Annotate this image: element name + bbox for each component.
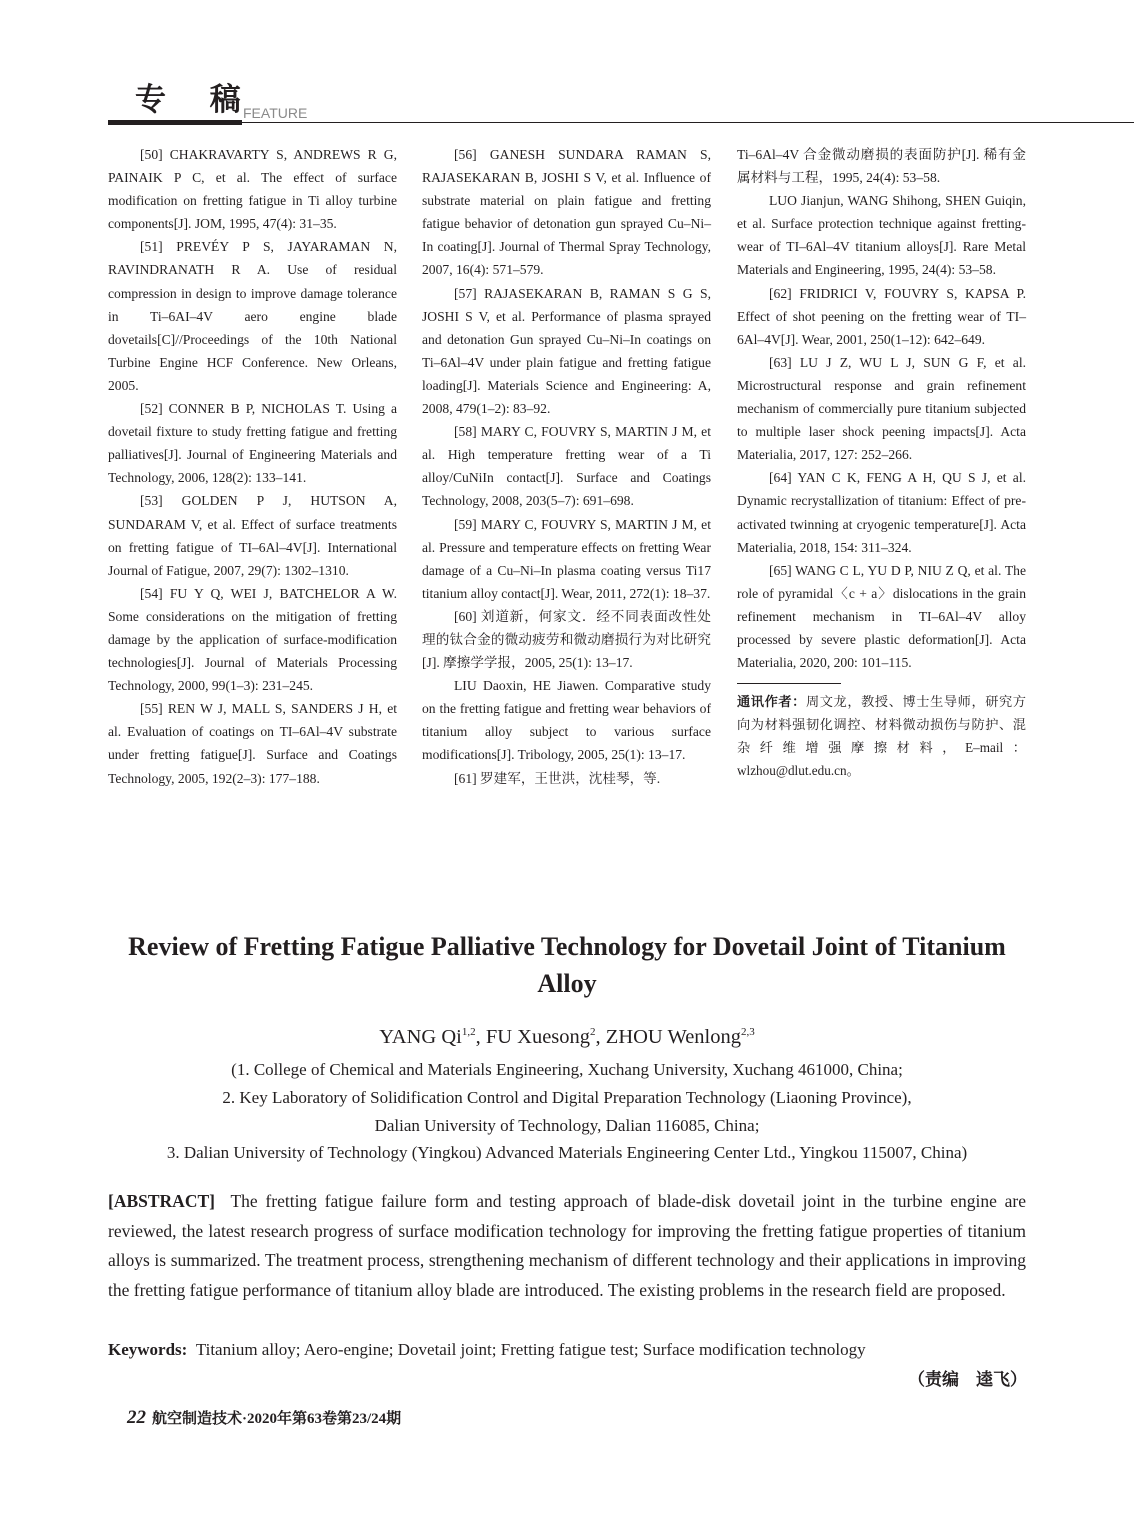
reference-item: [50] CHAKRAVARTY S, ANDREWS R G, PAINAIK P C, et al. The effect of surface modification on fretting fatigue in Ti alloy turbine components[J]. JOM, 1995, 47(4): 31–35. — [108, 147, 397, 232]
reference-item: [60] 刘道新，何家文．经不同表面改性处理的钛合金的微动疲劳和微动磨损行为对比研究[J]. 摩擦学学报，2005, 25(1): 13–17. — [422, 608, 711, 671]
reference-item: [61] 罗建军，王世洪，沈桂琴，等. — [454, 770, 661, 786]
reference-translation: LUO Jianjun, WANG Shihong, SHEN Guiqin, et al. Surface protection technique against fretting-wear of TI–6Al–4V titanium alloys[J]. Rare Metal Materials and Engineering, 1995, 24(4): 53–58. — [737, 193, 1026, 278]
keywords-text: Titanium alloy; Aero-engine; Dovetail joint; Fretting fatigue test; Surface modification technology — [195, 1340, 866, 1359]
reference-column-2 — [422, 143, 711, 790]
reference-continuation: Ti–6Al–4V 合金微动磨损的表面防护[J]. 稀有金属材料与工程，1995, 24(4): 53–58. — [737, 147, 1026, 186]
section-title: 专 稿 — [135, 82, 259, 117]
affiliation-line: (1. College of Chemical and Materials Engineering, Xuchang University, Xuchang 461000, China; — [231, 1060, 903, 1079]
reference-column-1 — [108, 143, 397, 790]
author-affiliation-mark: 2,3 — [741, 1026, 755, 1039]
abstract-label: [ABSTRACT] — [108, 1191, 215, 1211]
affiliation-line: Dalian University of Technology, Dalian 116085, China; — [374, 1115, 760, 1135]
reference-item: [53] GOLDEN P J, HUTSON A, SUNDARAM V, et al. Effect of surface treatments on fretting fatigue of TI–6Al–4V[J]. International Journal of Fatigue, 2007, 29(7): 1302–1310. — [108, 493, 397, 578]
editor-note: （责编 逵飞） — [908, 1370, 1027, 1389]
reference-item: [54] FU Y Q, WEI J, BATCHELOR A W. Some considerations on the mitigation of fretting damage by the application of surface-modification technologies[J]. Journal of Materials Processing Technology, 2000, 99(1–3): 231–245. — [108, 585, 397, 694]
author-affiliation-mark: 2 — [590, 1026, 596, 1039]
author-name: , FU Xuesong — [475, 1026, 591, 1048]
author-list — [108, 1022, 1026, 1052]
journal-info: 航空制造技术·2020年第63卷第23/24期 — [152, 1411, 402, 1427]
affiliation-line: 2. Key Laboratory of Solidification Control and Digital Preparation Technology (Liaoning Province), — [222, 1087, 912, 1107]
section-subtitle: FEATURE — [243, 105, 308, 121]
reference-item: [56] GANESH SUNDARA RAMAN S, RAJASEKARAN B, JOSHI S V, et al. Influence of substrate material on plain fatigue and fretting fatigue behavior of detonation gun sprayed Cu–Ni–In coating[J]. Journal of Thermal Spray Technology, 2007, 16(4): 571–579. — [422, 147, 711, 278]
header-rule-thick — [108, 120, 242, 125]
reference-item: [64] YAN C K, FENG A H, QU S J, et al. Dynamic recrystallization of titanium: Effect of pre-activated twinning at cryogenic temperature[J]. Acta Materialia, 2018, 154: 311–324. — [737, 470, 1026, 555]
reference-item: [57] RAJASEKARAN B, RAMAN S G S, JOSHI S V, et al. Performance of plasma sprayed and detonation Gun sprayed Cu–Ni–In coatings on Ti–6Al–4V under plain fatigue and fretting fatigue loading[J]. Materials Science and Engineering: A, 2008, 479(1–2): 83–92. — [422, 285, 711, 417]
author-name: , ZHOU Wenlong — [595, 1026, 741, 1048]
affiliations — [108, 1056, 1026, 1167]
note-label: 通讯作者： — [737, 694, 806, 710]
author-name: YANG Qi — [379, 1026, 462, 1048]
keywords-label: Keywords: — [108, 1340, 188, 1359]
footnote-rule — [737, 683, 841, 684]
reference-item: [62] FRIDRICI V, FOUVRY S, KAPSA P. Effect of shot peening on the fretting wear of TI–6Al–4V[J]. Wear, 2001, 250(1–12): 642–649. — [737, 285, 1026, 347]
abstract — [108, 1187, 1026, 1305]
corresponding-author-note — [737, 690, 1026, 782]
keywords — [108, 1337, 1026, 1363]
author-affiliation-mark: 1,2 — [461, 1026, 476, 1039]
affiliation-line: 3. Dalian University of Technology (Yingkou) Advanced Materials Engineering Center Ltd., Yingkou 115007, China) — [166, 1143, 968, 1163]
english-title: Review of Fretting Fatigue Palliative Technology for Dovetail Joint of Titanium Alloy — [128, 932, 1006, 998]
header-rule-thin — [242, 122, 1134, 123]
abstract-text: The fretting fatigue failure form and testing approach of blade-disk dovetail joint in the turbine engine are reviewed, the latest research progress of surface modification technology for improving the fretting fatigue properties of titanium alloys is summarized. The treatment process, strengthening mechanism of different technology and their applications in improving the fretting fatigue performance of titanium alloy blade are introduced. The existing problems in the research field are proposed. — [108, 1191, 1027, 1300]
reference-item: [65] WANG C L, YU D P, NIU Z Q, et al. The role of pyramidal〈c + a〉dislocations in the grain refinement mechanism in TI–6Al–4V alloy processed by severe plastic deformation[J]. Acta Materialia, 2020, 200: 101–115. — [737, 562, 1026, 671]
reference-item: [59] MARY C, FOUVRY S, MARTIN J M, et al. Pressure and temperature effects on fretting Wear damage of a Cu–Ni–In plasma coating versus Ti17 titanium alloy contact[J]. Wear, 2011, 272(1): 18–37. — [422, 516, 711, 601]
reference-item: [52] CONNER B P, NICHOLAS T. Using a dovetail fixture to study fretting fatigue and fretting palliatives[J]. Journal of Engineering Materials and Technology, 2006, 128(2): 133–141. — [108, 401, 397, 486]
page-footer — [127, 1406, 401, 1431]
reference-translation: LIU Daoxin, HE Jiawen. Comparative study on the fretting fatigue and fretting wear behaviors of titanium alloy subject to various surface modifications[J]. Tribology, 2005, 25(1): 13–17. — [422, 678, 711, 763]
page-number: 22 — [127, 1407, 146, 1428]
reference-item: [63] LU J Z, WU L J, SUN G F, et al. Microstructural response and grain refinement mechanism of commercially pure titanium subjected to multiple laser shock peening impacts[J]. Acta Materialia, 2017, 127: 252–266. — [737, 354, 1026, 463]
reference-item: [51] PREVÉY P S, JAYARAMAN N, RAVINDRANATH R A. Use of residual compression in design to improve damage tolerance in Ti–6AI–4V aero engine blade dovetails[C]//Proceedings of the 10th National Turbine Engine HCF Conference. New Orleans, 2005. — [108, 239, 397, 393]
reference-item: [55] REN W J, MALL S, SANDERS J H, et al. Evaluation of coatings on TI–6Al–4V substrate under fretting fatigue[J]. Surface and Coatings Technology, 2005, 192(2–3): 177–188. — [108, 701, 397, 786]
reference-item: [58] MARY C, FOUVRY S, MARTIN J M, et al. High temperature fretting wear of a Ti alloy/CuNiIn contact[J]. Surface and Coatings Technology, 2008, 203(5–7): 691–698. — [422, 424, 711, 509]
reference-column-3 — [737, 143, 1026, 783]
note-text: 周文龙，教授、博士生导师，研究方向为材料强韧化调控、材料微动损伤与防护、混杂纤维增强摩擦材料，E–mail：wlzhou@dlut.edu.cn。 — [737, 694, 1026, 779]
